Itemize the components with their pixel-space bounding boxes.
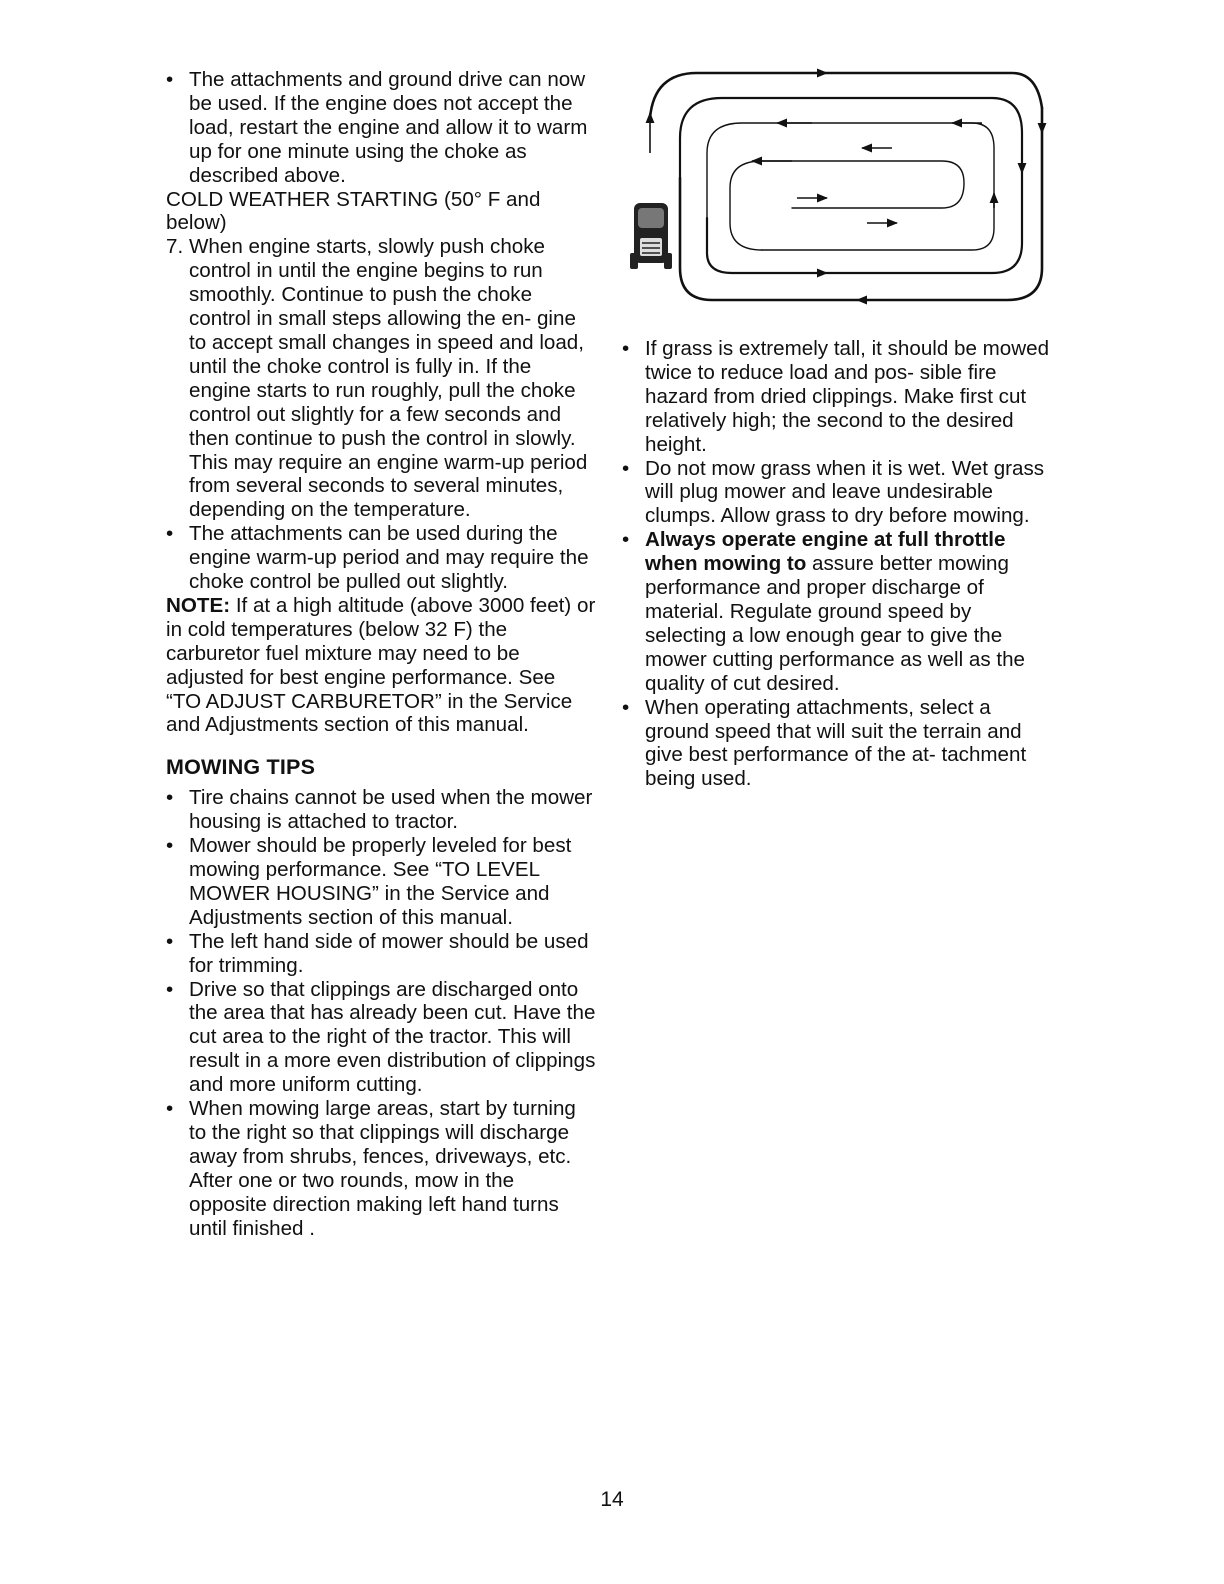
note-paragraph: [166, 594, 596, 737]
list-item: [622, 457, 1052, 529]
item-text: assure better mowing performance and proper discharge of material. Regulate ground speed by selecting a low enough gear to give the mower cutting performance as well as the quality of cut desired.: [645, 552, 1026, 695]
step-7: [166, 235, 596, 522]
cold-weather-heading: COLD WEATHER STARTING (50° F and below): [166, 187, 541, 235]
list-item: [166, 68, 596, 188]
tractor-icon: [630, 203, 672, 269]
bullet-icon: •: [166, 929, 174, 953]
item-text: When operating attachments, select a ground speed that will suit the terrain and give best performance of the at- tachment being used.: [645, 695, 1027, 791]
item-text: Do not mow grass when it is wet. Wet grass will plug mower and leave undesirable clumps. Allow grass to dry before mowing.: [645, 456, 1045, 528]
list-item: [166, 930, 596, 978]
list-item: [166, 978, 596, 1098]
throttle-warning: Always operate engine at full throttle when mowing to: [645, 528, 1006, 576]
item-text: The left hand side of mower should be used for trimming.: [189, 929, 589, 977]
item-text: The attachments and ground drive can now be used. If the engine does not accept the load, restart the engine and allow it to warm up for one minute using the choke as described above.: [189, 68, 588, 187]
bullet-icon: •: [166, 68, 174, 91]
page-number: 14: [600, 1488, 624, 1511]
mowing-tips-heading: MOWING TIPS: [166, 755, 316, 780]
note-text: If at a high altitude (above 3000 feet) or in cold temperatures (below 32 F) the carburetor fuel mixture may need to be adjusted for best engine performance. See “TO ADJUST CARBURETOR” in the Service and Adjustments section of this manual.: [166, 593, 596, 737]
list-item: [166, 786, 596, 834]
item-text: When mowing large areas, start by turning to the right so that clippings will discharge away from shrubs, fences, driveways, etc. After one or two rounds, mow in the opposite direction making left hand turns until finished .: [189, 1097, 576, 1240]
list-item: [166, 1097, 596, 1240]
mowing-path-third: [707, 123, 994, 250]
bullet-icon: •: [166, 786, 174, 810]
list-item: [166, 834, 596, 930]
list-item: [622, 337, 1052, 457]
item-text: Mower should be properly leveled for best mowing performance. See “TO LEVEL MOWER HOUSING” in the Service and Adjustments section of this manual.: [189, 834, 572, 929]
step-text: When engine starts, slowly push choke control in until the engine begins to run smoothly. Continue to push the choke control in small steps allowing the en- gine to accept small changes in speed and load, until the choke control is fully in. If the engine starts to run roughly, pull the choke control out slightly for a few seconds and then continue to push the control in slowly. This may require an engine warm-up period from several seconds to several minutes, depending on the temperature.: [189, 235, 588, 522]
bullet-icon: •: [622, 456, 630, 480]
item-text: Tire chains cannot be used when the mower housing is attached to tractor.: [189, 786, 593, 834]
mowing-pattern-diagram: [612, 58, 1052, 318]
bullet-icon: •: [622, 337, 630, 360]
list-item: [622, 528, 1052, 695]
bullet-icon: •: [166, 977, 174, 1001]
list-item: [166, 522, 596, 594]
note-label: NOTE:: [166, 593, 231, 617]
left-column: [166, 68, 596, 1241]
step-number: 7.: [166, 235, 184, 259]
mowing-path-inner: [730, 161, 964, 250]
mowing-path-outer: [650, 73, 1042, 118]
bullet-icon: •: [166, 522, 174, 546]
item-text: If grass is extremely tall, it should be mowed twice to reduce load and pos- sible fire hazard from dried clippings. Make first cut relatively high; the second to the desired height.: [645, 337, 1050, 456]
list-item: [622, 696, 1052, 792]
mowing-path-outer-right: [680, 108, 1042, 300]
bullet-icon: •: [166, 834, 174, 858]
right-column: [622, 337, 1052, 791]
item-text: Drive so that clippings are discharged onto the area that has already been cut. Have the cut area to the right of the tractor. This will result in a more even distribution of clippings and more uniform cutting.: [189, 977, 596, 1097]
item-text: The attachments can be used during the engine warm-up period and may require the choke control be pulled out slightly.: [189, 522, 589, 594]
bullet-icon: •: [166, 1097, 174, 1121]
bullet-icon: •: [622, 528, 630, 552]
bullet-icon: •: [622, 695, 630, 719]
